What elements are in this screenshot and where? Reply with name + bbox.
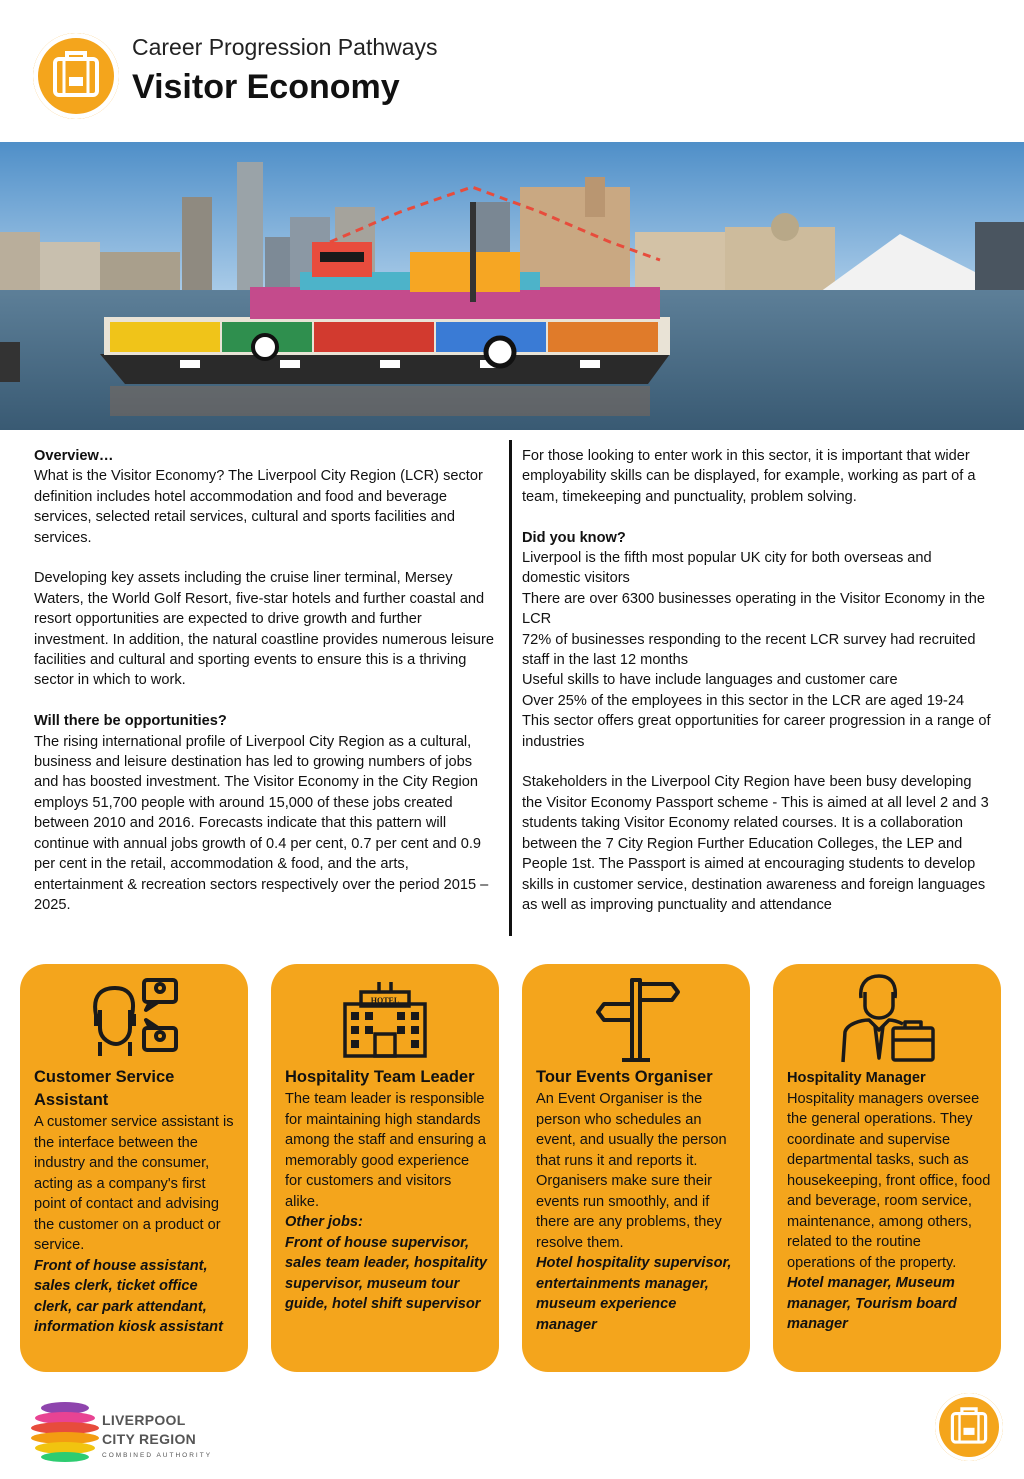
card-body bbox=[34, 1066, 238, 1338]
manager-briefcase-icon bbox=[773, 970, 1001, 1066]
stakeholders-paragraph: Stakeholders in the Liverpool City Region have been busy developing the Visitor Economy Passport scheme - This is aimed at all level 2 and 3 students taking Visitor Economy related courses. It is a collaboration between the 7 City Region Further Education Colleges, the LEP and People 1st. The Passport is aimed at encouraging students to develop skills in customer service, destination awareness and foreign languages as well as improving punctuality and attendance bbox=[522, 774, 989, 913]
hero-image bbox=[0, 142, 1024, 430]
org-name-line-2: CITY REGION bbox=[102, 1431, 197, 1447]
card-other-jobs: Front of house assistant, sales clerk, ticket office clerk, car park attendant, information kiosk assistant bbox=[34, 1257, 223, 1335]
column-divider bbox=[509, 440, 512, 936]
overview-heading: Overview… bbox=[34, 448, 114, 464]
overview-paragraph-1: What is the Visitor Economy? The Liverpool City Region (LCR) sector definition includes hotel accommodation and food and beverage services, selected retail services, cultural and sports facilities and services. bbox=[34, 468, 483, 546]
card-title: Hospitality Team Leader bbox=[285, 1068, 475, 1086]
opportunities-heading: Will there be opportunities? bbox=[34, 713, 227, 730]
signpost-icon bbox=[522, 970, 750, 1066]
suitcase-logo-icon bbox=[33, 33, 119, 119]
card-other-jobs: Hotel hospitality supervisor, entertainments manager, museum experience manager bbox=[536, 1255, 732, 1333]
overview-column bbox=[34, 446, 500, 915]
card-other-jobs: Front of house supervisor, sales team leader, hospitality supervisor, museum tour guide, hotel shift supervisor bbox=[285, 1234, 487, 1312]
card-description: The team leader is responsible for maintaining high standards among the staff and ensuring a memorably good experience for customers and visitors alike. bbox=[285, 1091, 486, 1210]
opportunities-paragraph: The rising international profile of Liverpool City Region as a cultural, business and leisure destination has led to growing numbers of jobs and has boosted investment. The Visitor Economy in the City Region employs 51,700 people with around 15,000 of these jobs created between 2010 and 2016. Forecasts indicate that this pattern will continue with annual jobs growth of 0.4 per cent, 0.7 per cent and 0.9 per cent in the retail, accommodation & food, and the arts, entertainment & recreation sectors respectively over the period 2015 – 2025. bbox=[34, 733, 489, 913]
card-description: Hospitality managers oversee the general operations. They coordinate and supervise departmental tasks, such as housekeeping, front office, food and beverage, room service, maintenance, among others, related to the routine operations of the property. bbox=[787, 1090, 991, 1271]
card-other-jobs-label: Other jobs: bbox=[285, 1214, 363, 1230]
fact-item: Useful skills to have include languages and customer care bbox=[522, 672, 898, 689]
page-title: Visitor Economy bbox=[132, 68, 400, 106]
info-column bbox=[522, 446, 992, 915]
org-name-line-3: COMBINED AUTHORITY bbox=[102, 1452, 213, 1459]
hotel-icon bbox=[271, 970, 499, 1066]
fact-item: Liverpool is the fifth most popular UK city for both overseas and domestic visitors bbox=[522, 550, 932, 587]
overview-paragraph-2: Developing key assets including the cruise liner terminal, Mersey Waters, the World Golf Resort, five-star hotels and further coastal and resort opportunities are expected to drive growth and further investment. In addition, the natural coastline provides numerous leisure facilities and cultural and sporting events to ensure this is a thriving sector in which to work. bbox=[34, 570, 494, 689]
fact-item: There are over 6300 businesses operating in the Visitor Economy in the LCR bbox=[522, 590, 985, 628]
suitcase-corner-icon bbox=[935, 1393, 1003, 1461]
org-name-line-1: LIVERPOOL bbox=[102, 1412, 186, 1428]
card-hospitality-team-leader bbox=[271, 964, 499, 1372]
card-description: An Event Organiser is the person who schedules an event, and usually the person that runs it and reports it. Organisers make sure their events run smoothly, and if there are any problems, they resolve them. bbox=[536, 1091, 727, 1251]
employability-paragraph: For those looking to enter work in this sector, it is important that wider employability skills can be displayed, for example, working as part of a team, timekeeping and punctuality, problem solving. bbox=[522, 448, 976, 505]
card-description: A customer service assistant is the interface between the industry and the consumer, acting as a company's first point of contact and advising the customer on a product or service. bbox=[34, 1114, 234, 1253]
fact-item: Over 25% of the employees in this sector in the LCR are aged 19-24 bbox=[522, 692, 965, 709]
card-title: Tour Events Organiser bbox=[536, 1068, 713, 1086]
card-body bbox=[536, 1066, 740, 1335]
card-title: Hospitality Manager bbox=[787, 1070, 926, 1086]
card-title: Customer Service Assistant bbox=[34, 1068, 175, 1109]
hotel-sign-text: HOTEL bbox=[370, 996, 400, 1005]
card-customer-service-assistant bbox=[20, 964, 248, 1372]
page-subtitle: Career Progression Pathways bbox=[132, 34, 438, 60]
fact-item: 72% of businesses responding to the recent LCR survey had recruited staff in the last 12 months bbox=[522, 631, 976, 669]
card-body bbox=[285, 1066, 489, 1315]
card-other-jobs: Hotel manager, Museum manager, Tourism board manager bbox=[787, 1275, 957, 1332]
card-body bbox=[787, 1068, 991, 1335]
did-you-know-heading: Did you know? bbox=[522, 529, 626, 546]
customer-service-icon bbox=[20, 970, 248, 1066]
card-tour-events-organiser bbox=[522, 964, 750, 1372]
fact-item: This sector offers great opportunities for career progression in a range of industries bbox=[522, 713, 991, 750]
page-header bbox=[0, 0, 1024, 140]
card-hospitality-manager bbox=[773, 964, 1001, 1372]
lcr-logo-icon bbox=[30, 1398, 100, 1469]
